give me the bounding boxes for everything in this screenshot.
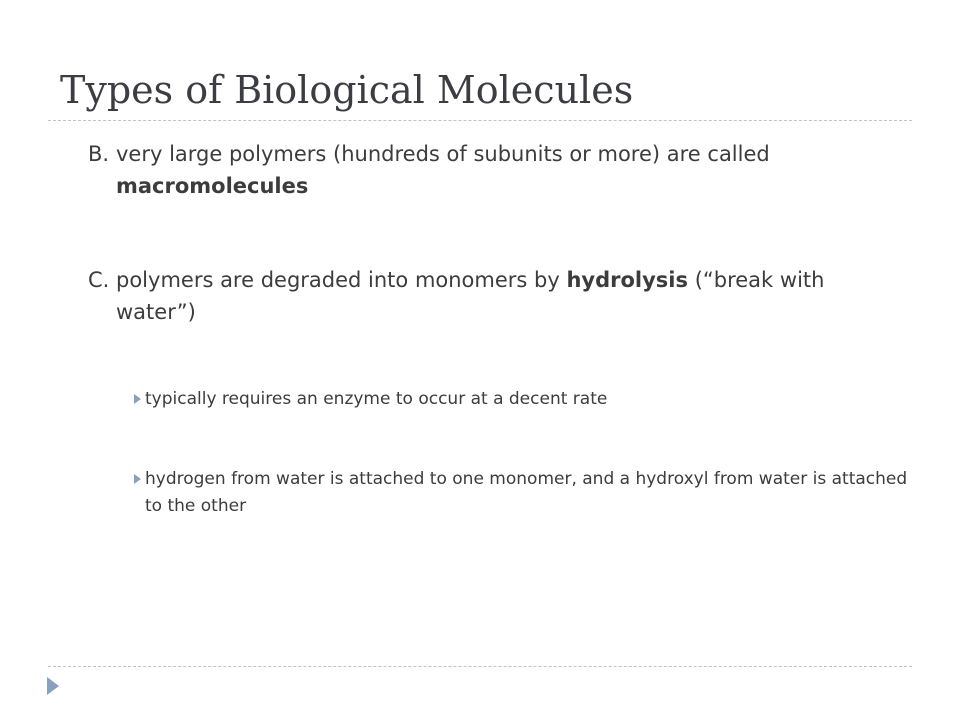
point-c	[88, 264, 898, 328]
point-c-text-before: polymers are degraded into monomers by	[116, 268, 567, 292]
subpoint-enzyme-text: typically requires an enzyme to occur at a decent rate	[145, 389, 608, 409]
subpoint-hydroxyl-text: hydrogen from water is attached to one monomer, and a hydroxyl from water is attached to the other	[145, 469, 908, 516]
subpoint-enzyme	[136, 386, 926, 413]
point-c-keyword: hydrolysis	[566, 268, 689, 292]
footer-divider	[48, 666, 912, 667]
point-c-text	[116, 264, 898, 328]
point-b-label: B.	[88, 142, 110, 166]
triangle-bullet-icon	[134, 474, 141, 484]
next-slide-arrow-icon[interactable]	[47, 677, 59, 695]
point-b	[88, 138, 898, 202]
point-c-label: C.	[88, 268, 110, 292]
subpoint-hydroxyl	[136, 466, 926, 520]
point-c-text-after: (“break with water”)	[116, 268, 825, 324]
point-b-text-before: very large polymers (hundreds of subunits or more) are called	[116, 142, 770, 166]
point-b-text	[116, 138, 898, 202]
triangle-bullet-icon	[134, 394, 141, 404]
slide-title: Types of Biological Molecules	[60, 68, 634, 112]
title-divider	[48, 120, 912, 121]
point-b-keyword: macromolecules	[116, 174, 309, 198]
